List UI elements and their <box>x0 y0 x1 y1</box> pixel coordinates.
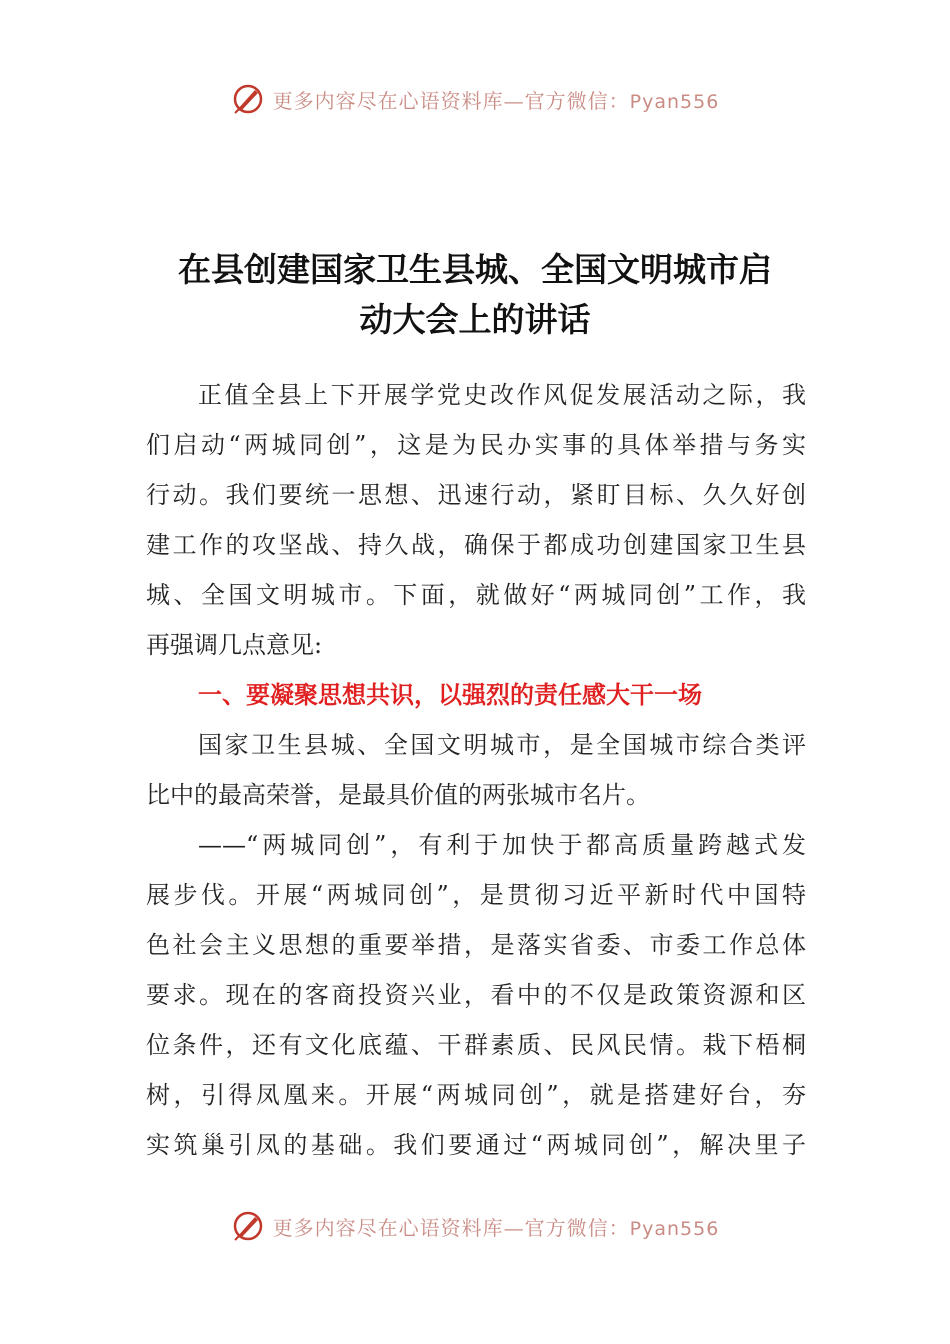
footer-watermark <box>0 1209 950 1243</box>
quill-logo-icon <box>231 1209 265 1243</box>
wechat-id: Pyan556 <box>629 1217 720 1240</box>
title-line-1: 在县创建国家卫生县城、全国文明城市启 <box>178 250 772 289</box>
watermark-text: 更多内容尽在心语资料库—官方微信：Pyan556 <box>272 1215 720 1240</box>
body-line: 要求。现在的客商投资兴业，看中的不仅是政策资源和区 <box>146 981 806 1009</box>
section-heading: 一、要凝聚思想共识，以强烈的责任感大干一场 <box>198 681 702 709</box>
body-line: 再强调几点意见: <box>146 631 323 659</box>
document-title <box>140 245 810 345</box>
body-line: 色社会主义思想的重要举措，是落实省委、市委工作总体 <box>146 931 806 959</box>
body-line: 城、全国文明城市。下面，就做好“两城同创”工作，我 <box>146 581 806 609</box>
watermark-text: 更多内容尽在心语资料库—官方微信：Pyan556 <box>272 88 720 113</box>
document-body <box>146 370 806 1170</box>
body-line: 位条件，还有文化底蕴、干群素质、民风民情。栽下梧桐 <box>146 1031 806 1059</box>
quill-logo-icon <box>231 82 265 116</box>
body-line: 展步伐。开展“两城同创”，是贯彻习近平新时代中国特 <box>146 881 806 909</box>
body-line: 正值全县上下开展学党史改作风促发展活动之际，我 <box>198 381 806 409</box>
header-watermark <box>0 82 950 116</box>
body-line: 行动。我们要统一思想、迅速行动，紧盯目标、久久好创 <box>146 481 806 509</box>
body-line: 国家卫生县城、全国文明城市，是全国城市综合类评 <box>198 731 806 759</box>
body-line: 比中的最高荣誉，是最具价值的两张城市名片。 <box>146 781 650 809</box>
body-line: 实筑巢引凤的基础。我们要通过“两城同创”，解决里子 <box>146 1131 806 1159</box>
body-line: ——“两城同创”，有利于加快于都高质量跨越式发 <box>198 831 806 859</box>
body-line: 树，引得凤凰来。开展“两城同创”，就是搭建好台，夯 <box>146 1081 806 1109</box>
body-line: 们启动“两城同创”，这是为民办实事的具体举措与务实 <box>146 431 806 459</box>
body-line: 建工作的攻坚战、持久战，确保于都成功创建国家卫生县 <box>146 531 806 559</box>
title-line-2: 动大会上的讲话 <box>359 300 591 339</box>
wechat-id: Pyan556 <box>629 90 720 113</box>
